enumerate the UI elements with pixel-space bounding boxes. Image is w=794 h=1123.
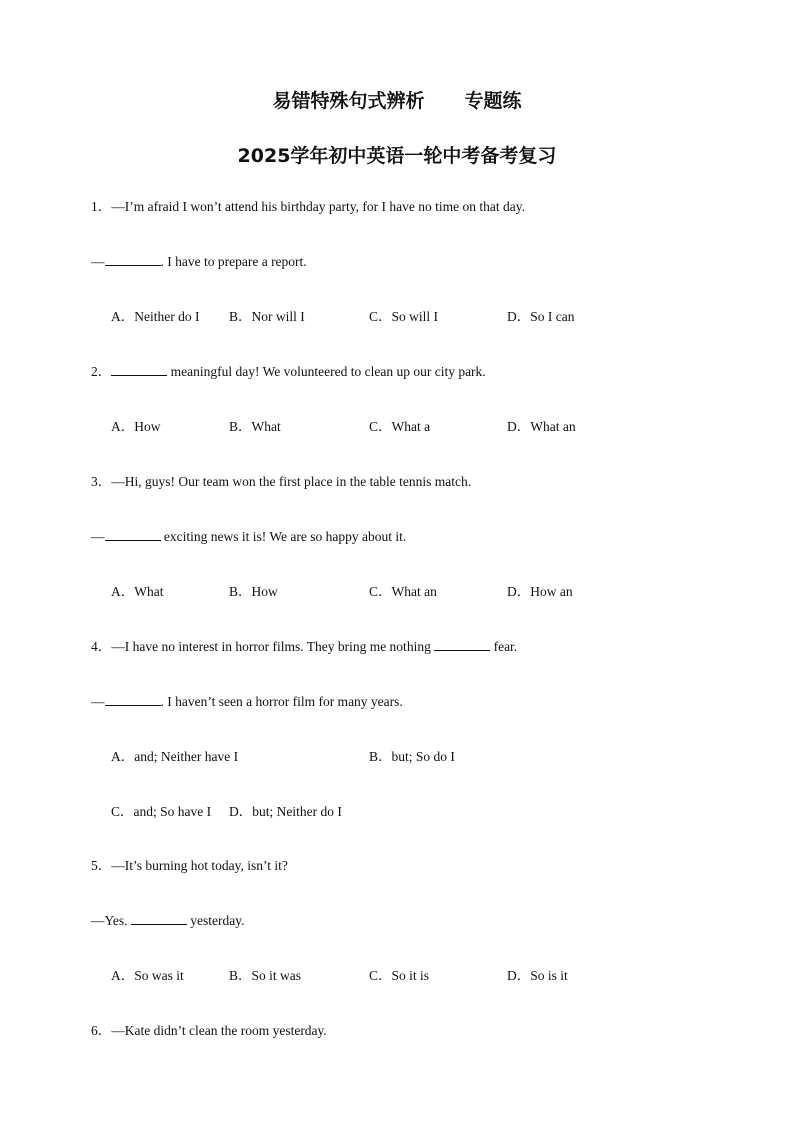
question-4-stem	[91, 638, 517, 656]
answer-blank[interactable]	[434, 638, 490, 651]
question-number: 3．	[91, 474, 112, 489]
question-3-reply	[91, 528, 406, 546]
option-c[interactable]: C．So will I	[369, 309, 439, 324]
question-number: 5．	[91, 858, 112, 873]
answer-blank[interactable]	[111, 363, 167, 376]
question-text: —I have no interest in horror films. They bring me nothing	[111, 639, 435, 654]
option-a[interactable]: A．So was it	[111, 968, 184, 983]
dash: —	[91, 529, 105, 544]
option-c[interactable]: C．What an	[369, 584, 437, 599]
option-c[interactable]: C．So it is	[369, 968, 430, 983]
option-b[interactable]: B．How	[229, 584, 278, 599]
reply-text: . I haven’t seen a horror film for many years.	[160, 694, 403, 709]
option-d[interactable]: D．What an	[507, 419, 576, 434]
option-c[interactable]: C．and; So have I	[111, 804, 212, 819]
option-b[interactable]: B．Nor will I	[229, 309, 305, 324]
question-4-reply	[91, 693, 403, 711]
answer-blank[interactable]	[131, 912, 187, 925]
question-text: —Kate didn’t clean the room yesterday.	[111, 1023, 327, 1038]
page-title	[0, 86, 794, 113]
dash: —	[91, 694, 105, 709]
option-a[interactable]: A．and; Neither have I	[111, 749, 239, 764]
question-2-stem	[91, 363, 486, 381]
option-a[interactable]: A．Neither do I	[111, 309, 200, 324]
option-a[interactable]: A．What	[111, 584, 164, 599]
option-b[interactable]: B．but; So do I	[369, 749, 455, 764]
question-number: 2．	[91, 364, 112, 379]
title-tag: 专题练	[464, 90, 522, 112]
reply-text: exciting news it is! We are so happy about it.	[160, 529, 407, 544]
question-text: —Hi, guys! Our team won the first place in the table tennis match.	[111, 474, 472, 489]
reply-text: yesterday.	[186, 913, 245, 928]
question-5-stem	[91, 857, 288, 875]
reply-text: . I have to prepare a report.	[160, 254, 307, 269]
option-b[interactable]: B．So it was	[229, 968, 302, 983]
option-d[interactable]: D．How an	[507, 584, 573, 599]
answer-blank[interactable]	[105, 693, 161, 706]
option-c[interactable]: C．What a	[369, 419, 431, 434]
answer-blank[interactable]	[105, 253, 161, 266]
question-1-reply	[91, 253, 307, 271]
reply-text-start: —Yes.	[91, 913, 131, 928]
option-d[interactable]: D．So is it	[507, 968, 568, 983]
option-b[interactable]: B．What	[229, 419, 281, 434]
title-main: 易错特殊句式辨析	[272, 90, 425, 112]
option-a[interactable]: A．How	[111, 419, 161, 434]
option-d[interactable]: D．So I can	[507, 309, 575, 324]
question-text-end: fear.	[490, 639, 518, 654]
question-number: 6．	[91, 1023, 112, 1038]
question-text: —I’m afraid I won’t attend his birthday party, for I have no time on that day.	[111, 199, 526, 214]
question-1-stem	[91, 198, 525, 216]
question-text: meaningful day! We volunteered to clean up our city park.	[167, 364, 486, 379]
question-3-stem	[91, 473, 471, 491]
question-number: 4．	[91, 639, 112, 654]
question-text: —It’s burning hot today, isn’t it?	[111, 858, 288, 873]
option-d[interactable]: D．but; Neither do I	[229, 804, 342, 819]
answer-blank[interactable]	[105, 528, 161, 541]
dash: —	[91, 254, 105, 269]
page-subtitle: 2025学年初中英语一轮中考备考复习	[237, 145, 557, 167]
question-6-stem	[91, 1022, 327, 1040]
question-number: 1．	[91, 199, 112, 214]
question-5-reply	[91, 912, 245, 930]
